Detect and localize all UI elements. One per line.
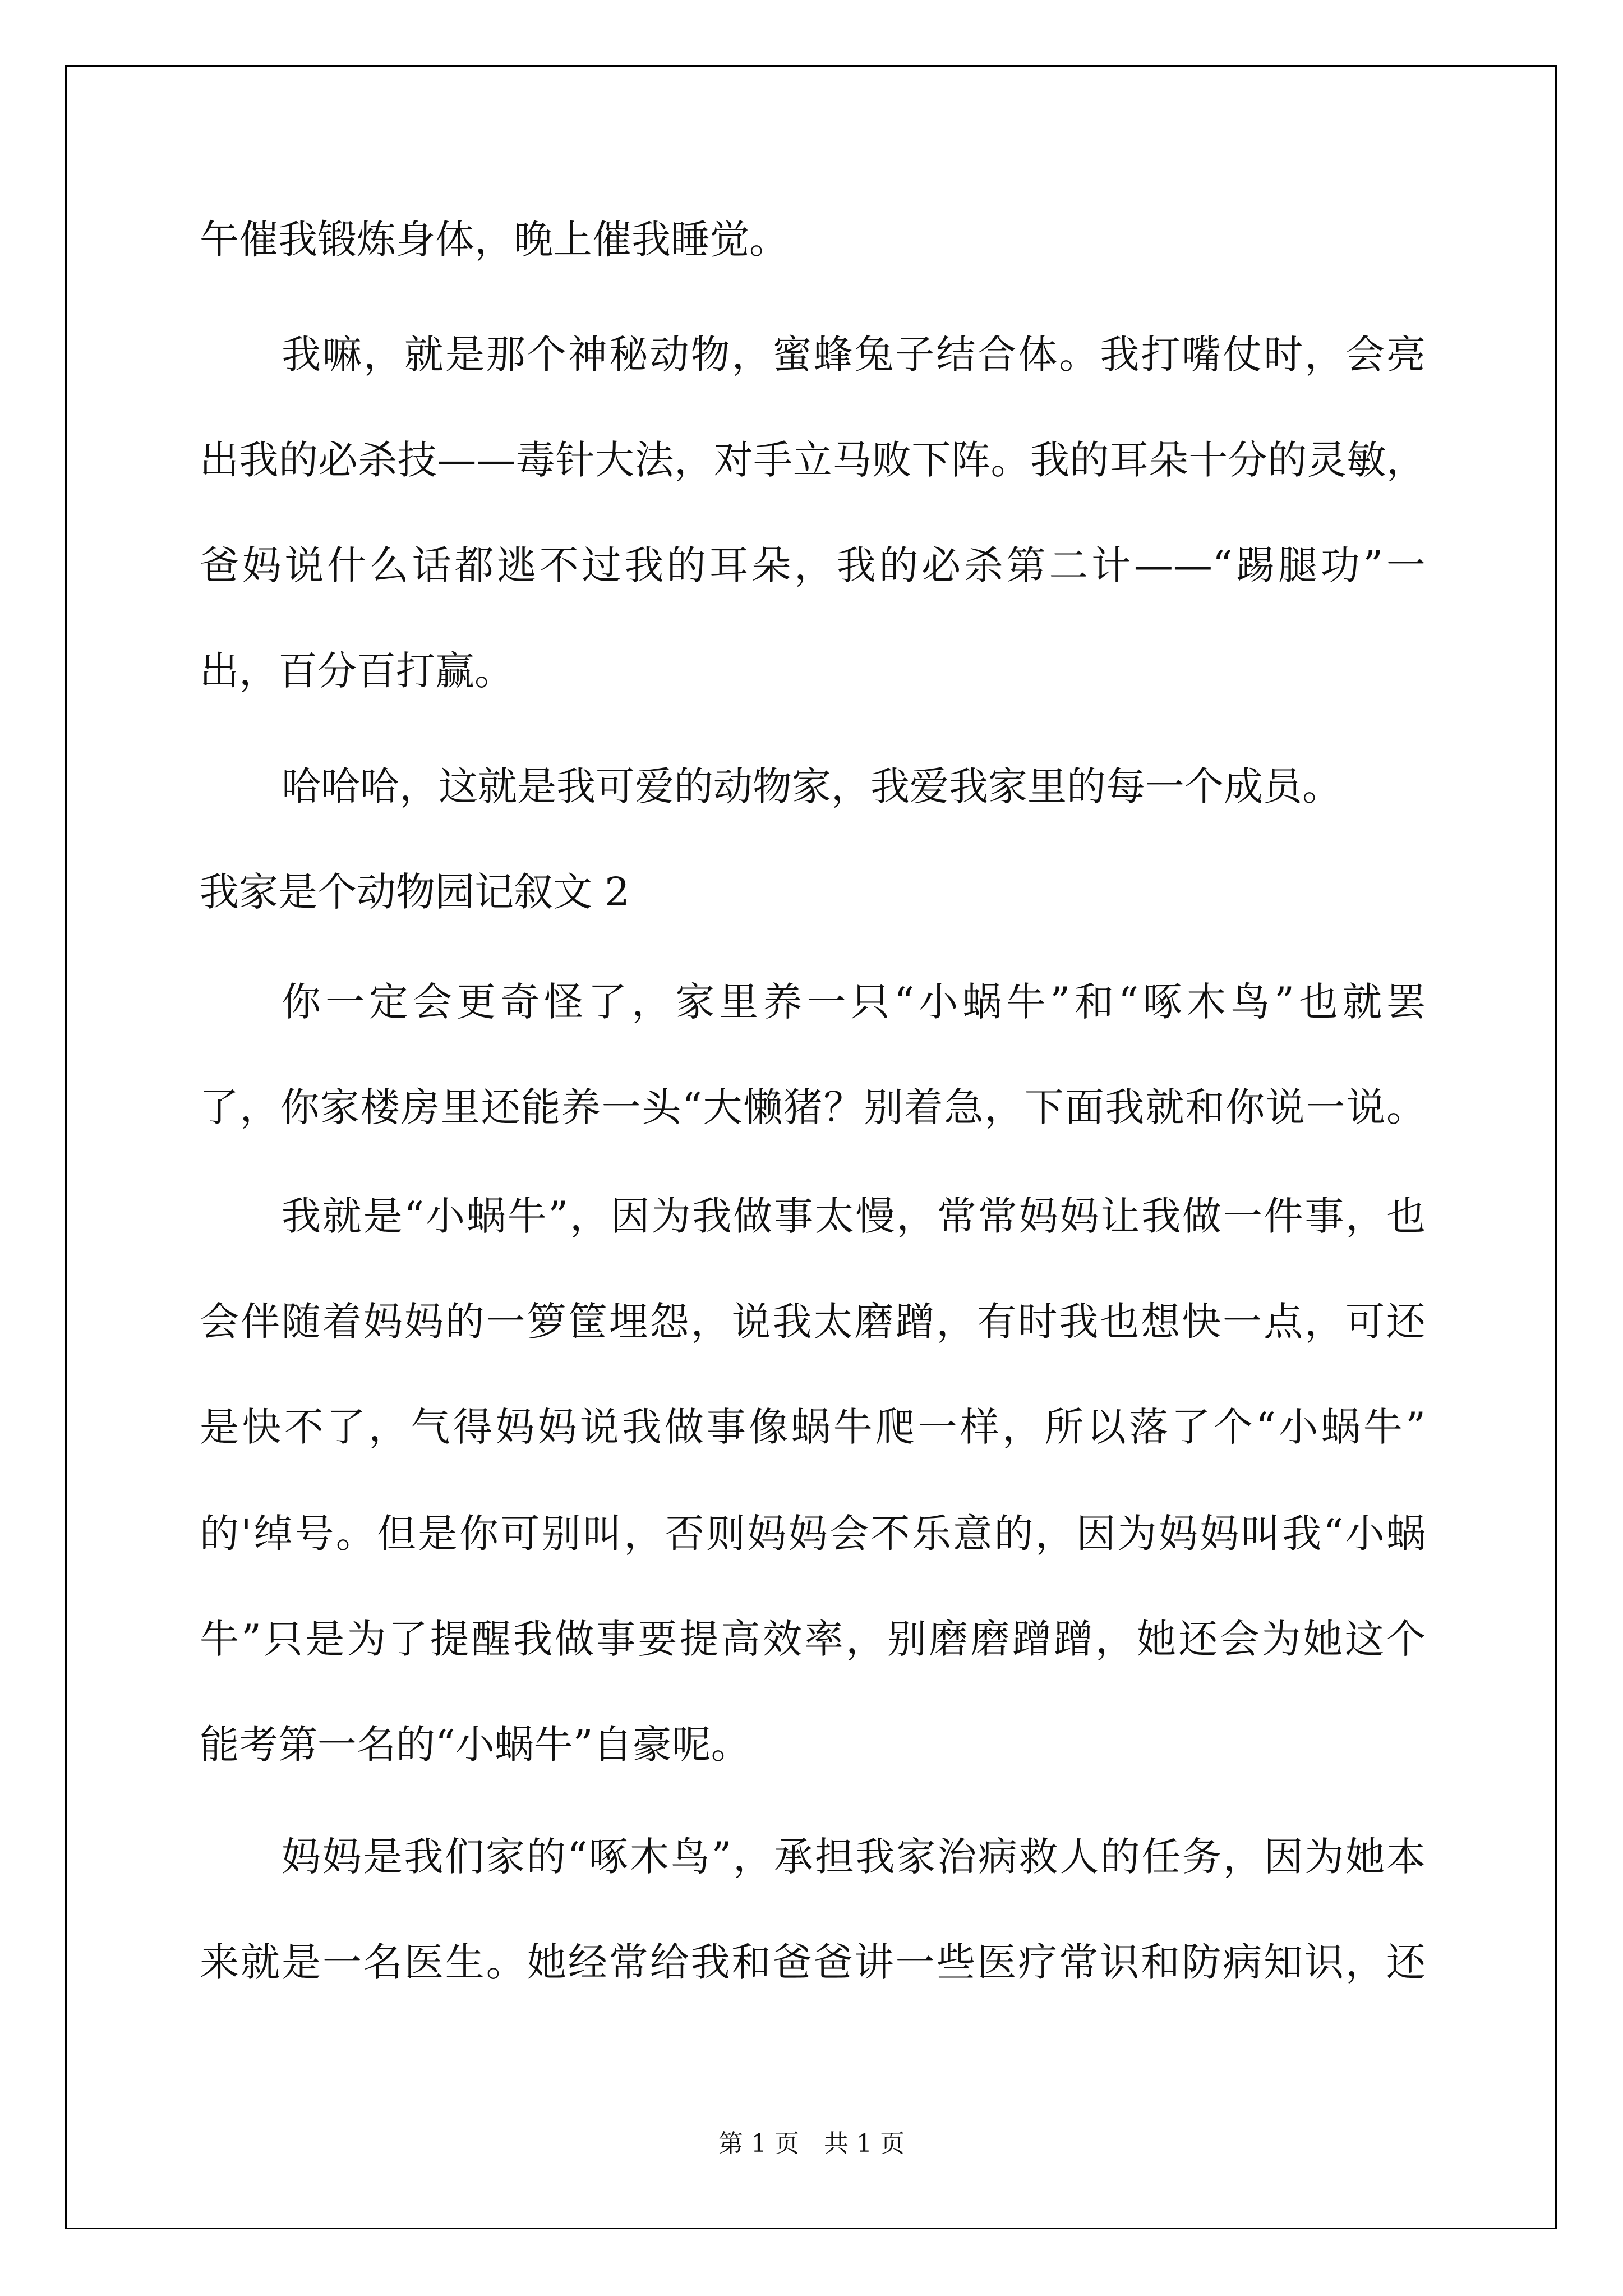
text-line-3: 出我的必杀技——毒针大法，对手立马败下阵。我的耳朵十分的灵敏，: [200, 437, 1426, 483]
text-line-10: 我就是“小蜗牛”，因为我做事太慢，常常妈妈让我做一件事，也: [282, 1193, 1426, 1239]
text-line-1: 午催我锻炼身体，晚上催我睡觉。: [200, 217, 789, 263]
text-line-2: 我嘛，就是那个神秘动物，蜜蜂兔子结合体。我打嘴仗时，会亮: [282, 332, 1426, 378]
text-line-14: 牛”只是为了提醒我做事要提高效率，别磨磨蹭蹭，她还会为她这个: [200, 1616, 1426, 1662]
section-heading: 我家是个动物园记叙文 2: [200, 869, 630, 915]
text-line-13: 的'绰号。但是你可别叫，否则妈妈会不乐意的，因为妈妈叫我“小蜗: [200, 1511, 1426, 1557]
text-line-5: 出，百分百打赢。: [200, 648, 514, 694]
text-line-6: 哈哈哈，这就是我可爱的动物家，我爱我家里的每一个成员。: [282, 763, 1341, 809]
text-line-8: 你一定会更奇怪了，家里养一只“小蜗牛”和“啄木鸟”也就罢: [282, 979, 1426, 1025]
text-line-12: 是快不了，气得妈妈说我做事像蜗牛爬一样，所以落了个“小蜗牛”: [200, 1404, 1426, 1450]
page-border: [65, 65, 1557, 2229]
text-line-16: 妈妈是我们家的“啄木鸟”，承担我家治病救人的任务，因为她本: [282, 1834, 1426, 1880]
text-line-17: 来就是一名医生。她经常给我和爸爸讲一些医疗常识和防病知识，还: [200, 1939, 1426, 1985]
page-footer: 第 1 页 共 1 页: [718, 2129, 905, 2158]
text-line-11: 会伴随着妈妈的一箩筐埋怨，说我太磨蹭，有时我也想快一点，可还: [200, 1299, 1426, 1345]
text-line-15: 能考第一名的“小蜗牛”自豪呢。: [200, 1722, 750, 1768]
text-line-9: 了，你家楼房里还能养一头“大懒猪？别着急，下面我就和你说一说。: [200, 1084, 1426, 1130]
text-line-4: 爸妈说什么话都逃不过我的耳朵，我的必杀第二计——“踢腿功”一: [200, 542, 1426, 588]
